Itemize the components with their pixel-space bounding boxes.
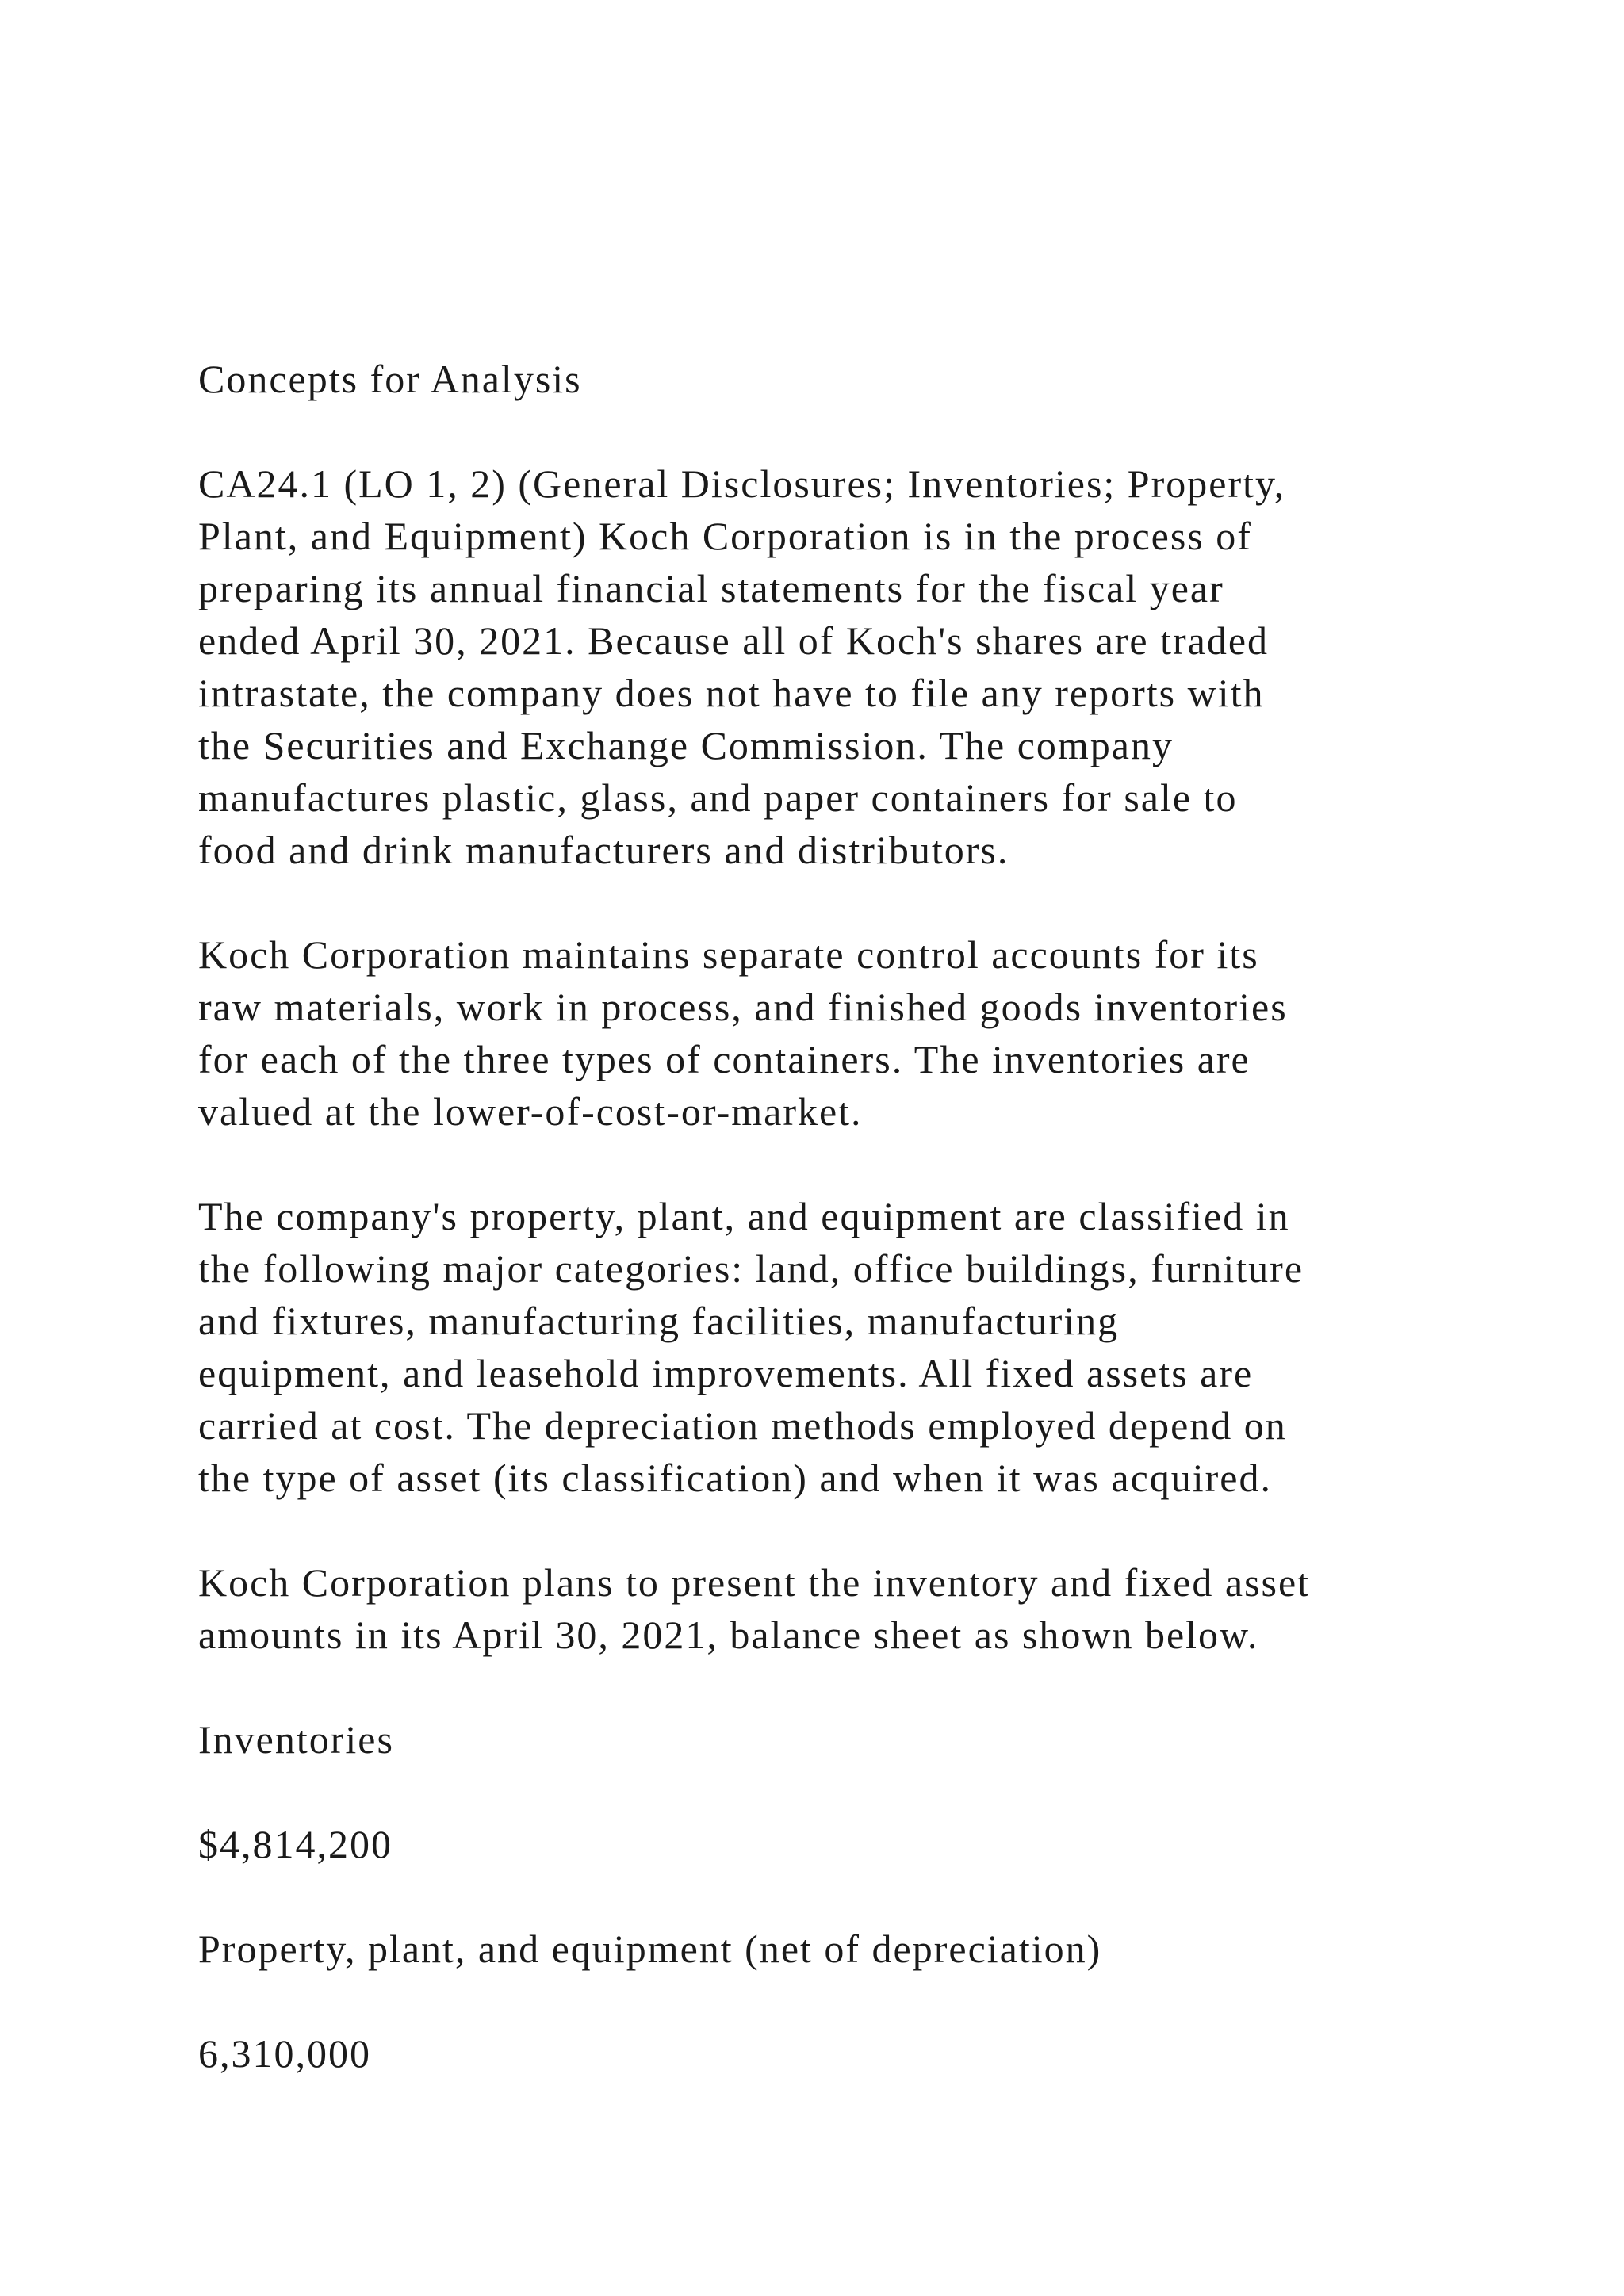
ppe-paragraph xyxy=(198,1190,1530,1504)
section-heading: Concepts for Analysis xyxy=(198,357,582,401)
text-line: carried at cost. The depreciation methods employed depend on xyxy=(198,1403,1287,1448)
text-line: amounts in its April 30, 2021, balance sheet as shown below. xyxy=(198,1613,1259,1657)
text-line: Koch Corporation maintains separate control accounts for its xyxy=(198,932,1259,977)
text-line: for each of the three types of containers. The inventories are xyxy=(198,1037,1251,1081)
text-line: preparing its annual financial statements for the fiscal year xyxy=(198,566,1224,610)
inventories-value: $4,814,200 xyxy=(198,1822,393,1866)
text-line: intrastate, the company does not have to file any reports with xyxy=(198,671,1265,715)
text-line: Koch Corporation plans to present the inventory and fixed asset xyxy=(198,1560,1311,1605)
text-line: raw materials, work in process, and finished goods inventories xyxy=(198,985,1288,1029)
inventories-label: Inventories xyxy=(198,1717,394,1762)
text-line: ended April 30, 2021. Because all of Koch's shares are traded xyxy=(198,618,1270,663)
presentation-plan-paragraph xyxy=(198,1556,1530,1661)
text-line: the following major categories: land, office buildings, furniture xyxy=(198,1246,1304,1291)
intro-paragraph xyxy=(198,457,1530,876)
text-line: the Securities and Exchange Commission. The company xyxy=(198,723,1174,767)
text-line: Plant, and Equipment) Koch Corporation is in the process of xyxy=(198,514,1252,558)
text-line: the type of asset (its classification) and when it was acquired. xyxy=(198,1456,1273,1500)
text-line: equipment, and leasehold improvements. All fixed assets are xyxy=(198,1351,1254,1395)
text-line: valued at the lower-of-cost-or-market. xyxy=(198,1089,863,1134)
text-line: CA24.1 (LO 1, 2) (General Disclosures; Inventories; Property, xyxy=(198,461,1286,506)
control-accounts-paragraph xyxy=(198,928,1530,1138)
text-line: manufactures plastic, glass, and paper containers for sale to xyxy=(198,775,1238,820)
ppe-label: Property, plant, and equipment (net of depreciation) xyxy=(198,1927,1102,1971)
text-line: The company's property, plant, and equipment are classified in xyxy=(198,1194,1290,1238)
ppe-value: 6,310,000 xyxy=(198,2031,371,2076)
document-page xyxy=(198,353,1530,2132)
text-line: food and drink manufacturers and distributors. xyxy=(198,828,1009,872)
text-line: and fixtures, manufacturing facilities, manufacturing xyxy=(198,1299,1120,1343)
